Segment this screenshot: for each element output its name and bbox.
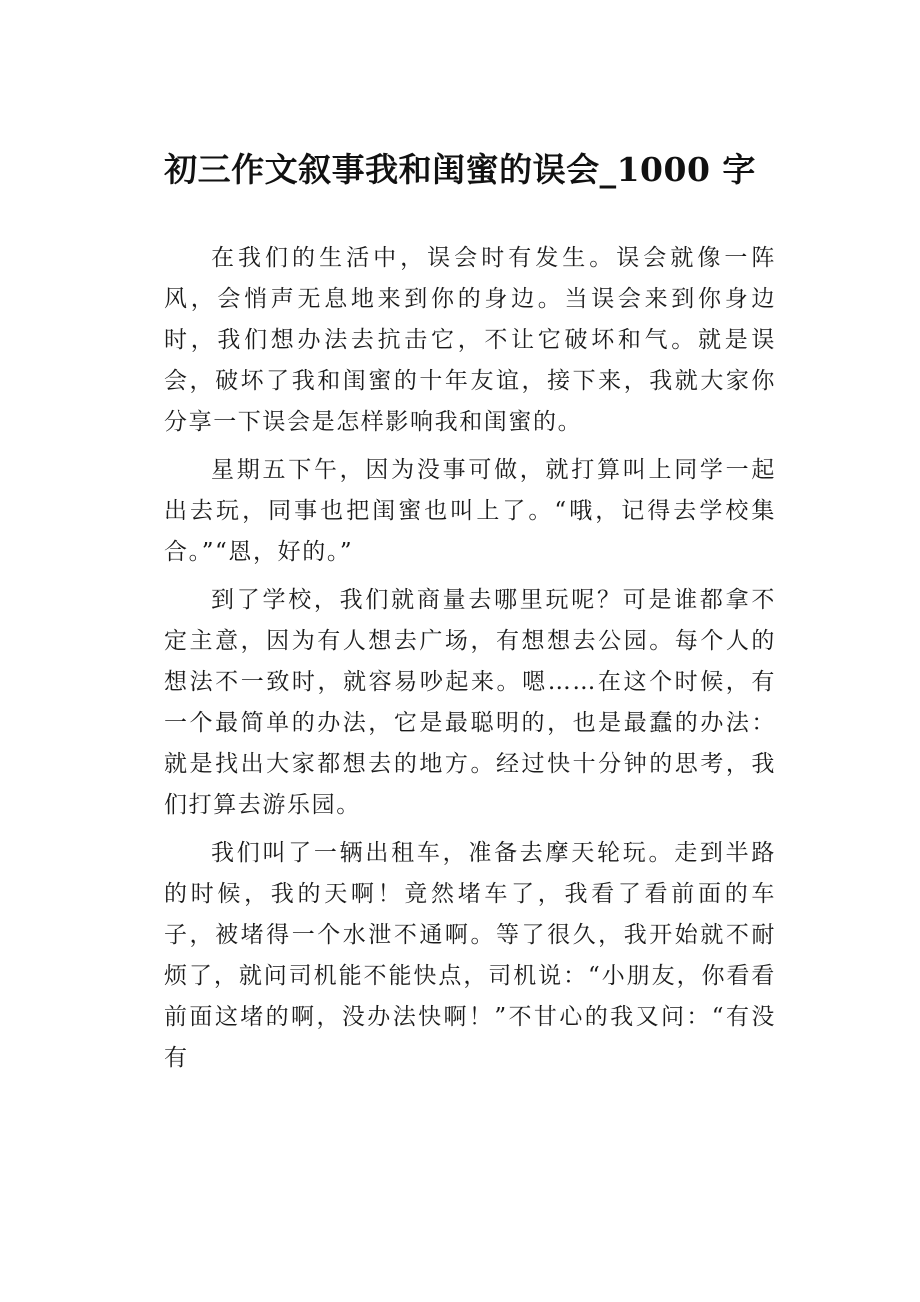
paragraph-intro: 在我们的生活中，误会时有发生。误会就像一阵风，会悄声无息地来到你的身边。当误会来到你身边时，我们想办法去抗击它，不让它破坏和气。就是误会，破坏了我和闺蜜的十年友谊，接下来，我就大家你分享一下误会是怎样影响我和闺蜜的。 bbox=[164, 245, 776, 435]
document-body bbox=[164, 238, 776, 1079]
paragraph-friday: 星期五下午，因为没事可做，就打算叫上同学一起出去玩，同事也把闺蜜也叫上了。“哦，记得去学校集合。”“恩，好的。” bbox=[164, 457, 776, 565]
paragraph-school: 到了学校，我们就商量去哪里玩呢？可是谁都拿不定主意，因为有人想去广场，有想想去公园。每个人的想法不一致时，就容易吵起来。嗯……在这个时候，有一个最简单的办法，它是最聪明的，也是最蠢的办法：就是找出大家都想去的地方。经过快十分钟的思考，我们打算去游乐园。 bbox=[164, 587, 776, 818]
document-title: 初三作文叙事我和闺蜜的误会_1000 字 bbox=[164, 150, 756, 190]
paragraph-taxi: 我们叫了一辆出租车，准备去摩天轮玩。走到半路的时候，我的天啊！竟然堵车了，我看了看前面的车子，被堵得一个水泄不通啊。等了很久，我开始就不耐烦了，就问司机能不能快点，司机说：“小朋友，你看看前面这堵的啊，没办法快啊！”不甘心的我又问：“有没有 bbox=[164, 840, 776, 1071]
